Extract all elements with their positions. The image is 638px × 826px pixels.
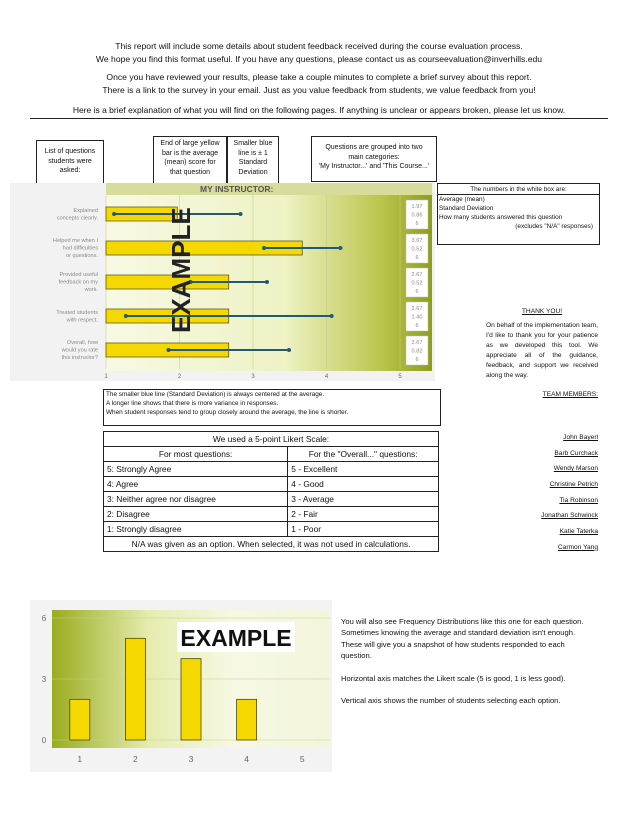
callout-line: that question — [169, 168, 211, 176]
freq-explanation — [341, 616, 597, 706]
callout-grouped — [311, 136, 437, 182]
sd-endpoint — [330, 314, 334, 318]
n-label: 6 — [415, 255, 419, 261]
y-tick-label: 3 — [41, 675, 47, 684]
callout-line: Deviation — [238, 168, 268, 176]
callout-questions-list — [36, 140, 104, 184]
frequency-bar — [181, 659, 201, 740]
team-member-link[interactable]: Wendy Marson — [553, 465, 598, 473]
sd-endpoint — [262, 246, 266, 250]
callout-blue-line — [227, 136, 279, 186]
team-list — [486, 434, 598, 560]
intro-line: Once you have reviewed your results, please take a couple minutes to complete a brief survey about this report. — [106, 72, 532, 82]
table-row — [104, 492, 439, 507]
likert-cell: 2: Disagree — [104, 507, 288, 522]
y-tick-label: 0 — [41, 736, 47, 745]
team-member-link[interactable]: Carmon Yang — [557, 543, 598, 551]
chart-watermark: EXAMPLE — [166, 207, 196, 333]
sd-label: 0.52 — [411, 280, 423, 287]
likert-col2-header: For the "Overall..." questions: — [288, 447, 439, 462]
likert-cell: 5: Strongly Agree — [104, 462, 288, 477]
team-member-link[interactable]: Jonathan Schwinck — [541, 512, 598, 520]
freq-paragraph: Horizontal axis matches the Likert scale (5 is good, 1 is less good). — [341, 673, 566, 683]
x-tick-label: 4 — [324, 374, 329, 380]
team-member-link[interactable]: Barb Curchack — [554, 449, 598, 457]
y-tick-label: 6 — [41, 614, 47, 623]
table-row — [104, 507, 439, 522]
sd-endpoint — [287, 348, 291, 352]
callout-line: Smaller blue — [233, 140, 273, 147]
callout-sd-note — [103, 389, 441, 426]
intro-line: This report will include some details about student feedback received during the course evaluation process. — [115, 41, 523, 51]
intro-line: There is a link to the survey in your email. Just as you value feedback from students, we value feedback from you! — [102, 84, 536, 95]
x-tick-label: 3 — [251, 374, 255, 380]
sd-note-line: When student responses tend to group closely around the average, the line is shorter. — [106, 409, 349, 416]
intro-paragraph-3: Here is a brief explanation of what you will find on the following pages. If anything is unclear or appears broken, please let us know. — [72, 105, 566, 115]
thanks-section — [486, 308, 598, 398]
category-label: Provided useful feedback on my work. — [58, 272, 98, 293]
likert-cell: 5 - Excellent — [288, 462, 439, 477]
x-tick-label: 1 — [104, 374, 108, 380]
sd-endpoint — [166, 348, 170, 352]
callout-line: (mean) score for — [164, 159, 216, 166]
freq-watermark: EXAMPLE — [180, 625, 292, 651]
divider — [30, 118, 608, 119]
sd-endpoint — [112, 212, 116, 216]
instructor-chart — [10, 183, 435, 381]
white-box-line: How many students answered this question — [439, 214, 563, 221]
sd-endpoint — [124, 314, 128, 318]
x-tick-label: 5 — [398, 374, 402, 380]
team-member-link[interactable]: Katie Taterka — [559, 528, 598, 536]
table-row — [104, 522, 439, 537]
n-label: 6 — [415, 323, 419, 329]
sd-endpoint — [338, 246, 342, 250]
freq-paragraph: Vertical axis shows the number of students selecting each option. — [341, 696, 561, 706]
white-box-title: The numbers in the white box are: — [470, 186, 567, 193]
white-box-line: Standard Deviation — [439, 205, 494, 212]
intro-paragraph-1 — [20, 40, 618, 65]
callout-line: asked: — [59, 167, 81, 174]
sd-endpoint — [265, 280, 269, 284]
sd-label: 0.82 — [411, 348, 423, 355]
instructor-chart-svg — [10, 183, 435, 381]
callout-line: main categories: — [348, 153, 400, 161]
category-label: Explained concepts clearly. — [56, 208, 98, 222]
frequency-bar — [237, 699, 257, 740]
category-label: Helped me when I had difficulties or questions. — [52, 238, 98, 259]
team-member-link[interactable]: John Bayerl — [563, 434, 598, 441]
mean-label: 1.97 — [411, 204, 423, 210]
likert-cell: 2 - Fair — [288, 507, 439, 522]
thanks-title: THANK YOU! — [521, 308, 563, 315]
sd-label: 1.40 — [411, 314, 423, 321]
table-row — [104, 477, 439, 492]
intro-line: We hope you find this format useful. If you have any questions, please contact us as courseevaluation@inverhills.edu — [95, 53, 543, 64]
x-tick-label: 5 — [299, 754, 305, 764]
likert-footer: N/A was given as an option. When selected, it was not used in calculations. — [104, 537, 439, 552]
mean-label: 2.67 — [411, 340, 423, 346]
callout-line: List of questions — [44, 148, 96, 155]
table-row — [104, 462, 439, 477]
frequency-bar — [125, 638, 145, 740]
likert-cell: 1: Strongly disagree — [104, 522, 288, 537]
sd-note-line: A longer line shows that there is more variance in responses. — [106, 400, 279, 407]
likert-table — [103, 431, 439, 552]
likert-cell: 1 - Poor — [288, 522, 439, 537]
mean-label: 2.67 — [411, 272, 423, 278]
x-tick-label: 3 — [188, 754, 194, 764]
category-label: Overall, how would you rate this instructor? — [61, 340, 98, 361]
likert-title: We used a 5-point Likert Scale: — [104, 432, 439, 447]
callout-line: bar is the average — [161, 149, 219, 157]
likert-cell: 3 - Average — [288, 492, 439, 507]
team-title: TEAM MEMBERS: — [542, 391, 598, 398]
n-label: 6 — [415, 221, 419, 227]
thanks-body: On behalf of the implementation team, I'd like to thank you for your patience as we developed this tool. We appreciate all of the guidance, feedback, and support we received along the way. — [486, 322, 598, 379]
white-box-line: Average (mean) — [439, 196, 485, 203]
sd-note-line: The smaller blue line (Standard Deviation) is always centered at the average. — [106, 391, 325, 398]
x-tick-label: 4 — [244, 754, 249, 764]
callout-line: students were — [48, 157, 92, 165]
likert-cell: 3: Neither agree nor disagree — [104, 492, 288, 507]
frequency-bar — [70, 699, 90, 740]
likert-col1-header: For most questions: — [104, 447, 288, 462]
likert-cell: 4 - Good — [288, 477, 439, 492]
frequency-chart-svg — [30, 600, 332, 772]
callout-line: 'My Instructor...' and 'This Course...' — [318, 163, 430, 170]
chart-title: MY INSTRUCTOR: — [200, 184, 274, 194]
callout-line: Questions are grouped into two — [325, 144, 423, 151]
frequency-chart — [30, 600, 332, 772]
x-tick-label: 2 — [133, 754, 138, 764]
team-member-link[interactable]: Tia Robinson — [559, 496, 598, 504]
mean-label: 3.67 — [411, 238, 423, 244]
callout-line: line is ± 1 — [238, 149, 268, 157]
x-tick-label: 2 — [177, 374, 182, 380]
callout-line: End of large yellow — [160, 140, 220, 147]
n-label: 6 — [415, 289, 419, 295]
intro-paragraph-2 — [20, 71, 618, 96]
team-member-link[interactable]: Christine Petrich — [549, 481, 598, 489]
x-tick-label: 1 — [77, 754, 83, 764]
n-label: 6 — [415, 357, 419, 363]
freq-paragraph: You will also see Frequency Distributions like this one for each question. Sometimes knowing the average and standard deviation isn't enough. These will give you a snapshot of how students responded to each question. — [341, 617, 584, 661]
category-label: Treated students with respect. — [56, 310, 98, 324]
sd-label: 0.86 — [411, 212, 423, 219]
white-box-note: (excludes "N/A" responses) — [515, 223, 593, 230]
likert-cell: 4: Agree — [104, 477, 288, 492]
mean-label: 2.67 — [411, 306, 423, 312]
callout-yellow-bar — [153, 136, 227, 186]
sd-endpoint — [239, 212, 243, 216]
callout-white-box — [437, 183, 600, 245]
sd-label: 0.52 — [411, 246, 423, 253]
callout-line: Standard — [238, 159, 268, 166]
